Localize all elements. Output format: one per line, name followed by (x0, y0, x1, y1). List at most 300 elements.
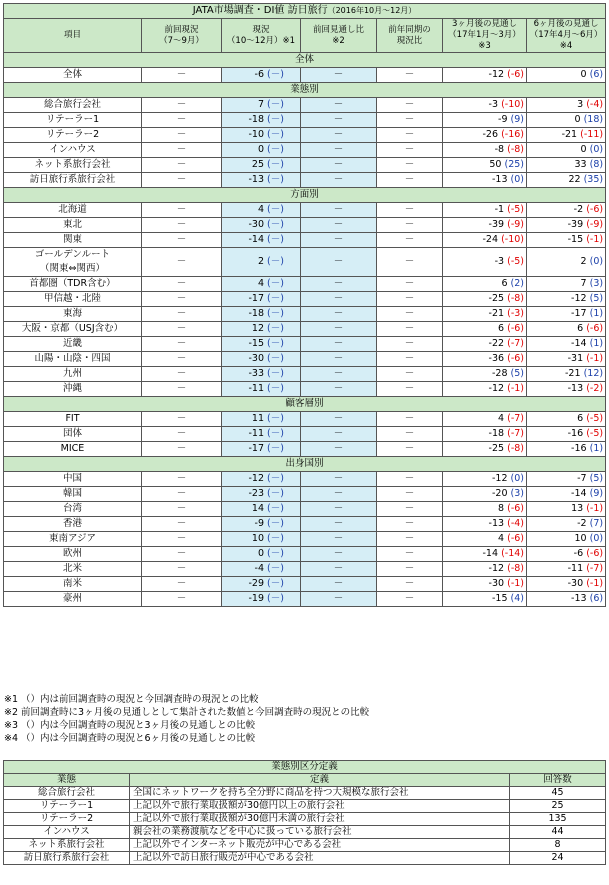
forecast-6m-value: -13 (567, 383, 584, 394)
yoy-cell: － (377, 113, 443, 128)
row-label: 訪日旅行系旅行会社 (4, 173, 142, 188)
forecast-6m-value: -30 (567, 578, 584, 589)
current-change: (－) (267, 99, 284, 110)
current-change: (－) (267, 368, 284, 379)
prev-actual-cell: － (142, 233, 222, 248)
table-row (4, 577, 606, 592)
section-name: 出身国別 (4, 457, 606, 472)
forecast-3m-change: (-7) (507, 413, 524, 424)
row-label: リテーラー2 (4, 128, 142, 143)
current-cell (222, 68, 301, 83)
current-change: (－) (267, 503, 284, 514)
vs-prev-forecast-cell: － (301, 128, 377, 143)
table-row (4, 292, 606, 307)
section-row (4, 83, 606, 98)
current-cell (222, 292, 301, 307)
prev-actual-cell: － (142, 562, 222, 577)
forecast-3m-cell (443, 307, 527, 322)
prev-actual-cell: － (142, 382, 222, 397)
current-value: 2 (257, 256, 264, 267)
current-value: 0 (257, 548, 264, 559)
prev-actual-cell: － (142, 517, 222, 532)
forecast-6m-value: 0 (580, 69, 587, 80)
definition-type: ネット系旅行会社 (4, 839, 130, 852)
forecast-3m-value: -8 (494, 144, 505, 155)
prev-actual-cell: － (142, 442, 222, 457)
definition-type: リテーラー2 (4, 813, 130, 826)
forecast-3m-change: (-6) (507, 533, 524, 544)
vs-prev-forecast-cell: － (301, 307, 377, 322)
forecast-3m-change: (9) (510, 114, 524, 125)
prev-actual-cell: － (142, 292, 222, 307)
forecast-3m-change: (-6) (507, 353, 524, 364)
forecast-3m-value: -39 (488, 219, 505, 230)
table-row (4, 307, 606, 322)
row-label: 団体 (4, 427, 142, 442)
prev-actual-cell: － (142, 577, 222, 592)
current-value: -15 (248, 338, 264, 349)
yoy-cell: － (377, 248, 443, 277)
table-title (4, 4, 606, 19)
forecast-6m-change: (5) (589, 473, 604, 484)
current-cell (222, 277, 301, 292)
vs-prev-forecast-cell: － (301, 367, 377, 382)
forecast-6m-change: (-1) (586, 503, 604, 514)
forecast-6m-cell (527, 382, 606, 397)
section-row (4, 397, 606, 412)
forecast-6m-value: 13 (571, 503, 584, 514)
current-value: 11 (251, 413, 264, 424)
table-row (4, 532, 606, 547)
current-cell (222, 173, 301, 188)
forecast-6m-value: -6 (573, 548, 584, 559)
di-survey-table (3, 3, 606, 607)
yoy-cell: － (377, 337, 443, 352)
forecast-3m-change: (0) (510, 473, 524, 484)
row-label: 中国 (4, 472, 142, 487)
current-value: -17 (248, 293, 264, 304)
vs-prev-forecast-cell: － (301, 218, 377, 233)
vs-prev-forecast-cell: － (301, 412, 377, 427)
forecast-3m-value: -13 (491, 174, 508, 185)
table-row (4, 442, 606, 457)
definition-header-def: 定義 (130, 774, 510, 787)
vs-prev-forecast-cell: － (301, 68, 377, 83)
definition-row (4, 787, 606, 800)
row-label: 香港 (4, 517, 142, 532)
forecast-6m-cell (527, 292, 606, 307)
forecast-3m-change: (3) (510, 488, 524, 499)
forecast-6m-cell (527, 218, 606, 233)
forecast-3m-cell (443, 592, 527, 607)
title-period: （2016年10月～12月） (327, 6, 417, 15)
current-value: -29 (248, 578, 264, 589)
row-label: リテーラー1 (4, 113, 142, 128)
prev-actual-cell: － (142, 502, 222, 517)
vs-prev-forecast-cell: － (301, 113, 377, 128)
definition-text: 上記以外でインターネット販売が中心である会社 (130, 839, 510, 852)
forecast-3m-value: 6 (501, 278, 508, 289)
prev-actual-cell: － (142, 412, 222, 427)
definition-count: 8 (510, 839, 606, 852)
forecast-6m-value: -11 (567, 563, 584, 574)
table-row (4, 68, 606, 83)
current-cell (222, 562, 301, 577)
forecast-3m-change: (-1) (507, 578, 524, 589)
forecast-3m-change: (-10) (501, 99, 524, 110)
table-row (4, 472, 606, 487)
prev-actual-cell: － (142, 427, 222, 442)
current-cell (222, 547, 301, 562)
forecast-3m-change: (-4) (507, 518, 524, 529)
vs-prev-forecast-cell: － (301, 577, 377, 592)
forecast-3m-cell (443, 68, 527, 83)
section-name: 全体 (4, 53, 606, 68)
row-label: 甲信越・北陸 (4, 292, 142, 307)
prev-actual-cell: － (142, 592, 222, 607)
forecast-6m-cell (527, 487, 606, 502)
forecast-6m-cell (527, 427, 606, 442)
definition-count: 24 (510, 852, 606, 865)
table-row (4, 367, 606, 382)
header-current: 現況 （10～12月）※1 (222, 19, 301, 53)
yoy-cell: － (377, 427, 443, 442)
vs-prev-forecast-cell: － (301, 562, 377, 577)
definition-text: 上記以外で旅行業取扱額が30億円未満の旅行会社 (130, 813, 510, 826)
forecast-3m-value: -36 (488, 353, 505, 364)
current-value: -30 (248, 353, 264, 364)
current-change: (－) (267, 593, 284, 604)
current-change: (－) (267, 204, 284, 215)
forecast-3m-value: -9 (498, 114, 508, 125)
definition-text: 上記以外で訪日旅行販売が中心である会社 (130, 852, 510, 865)
yoy-cell: － (377, 532, 443, 547)
forecast-6m-cell (527, 128, 606, 143)
forecast-6m-value: -39 (567, 219, 584, 230)
current-change: (－) (267, 69, 284, 80)
forecast-3m-value: -14 (482, 548, 499, 559)
current-cell (222, 128, 301, 143)
forecast-3m-cell (443, 233, 527, 248)
row-label: 大阪・京都（USJ含む） (4, 322, 142, 337)
definition-count: 25 (510, 800, 606, 813)
current-cell (222, 472, 301, 487)
current-change: (－) (267, 278, 284, 289)
yoy-cell: － (377, 143, 443, 158)
forecast-3m-cell (443, 113, 527, 128)
yoy-cell: － (377, 412, 443, 427)
vs-prev-forecast-cell: － (301, 592, 377, 607)
current-value: 7 (257, 99, 264, 110)
definition-count: 44 (510, 826, 606, 839)
table-row (4, 158, 606, 173)
forecast-6m-cell (527, 233, 606, 248)
current-cell (222, 382, 301, 397)
forecast-6m-cell (527, 337, 606, 352)
forecast-3m-change: (-14) (501, 548, 524, 559)
table-row (4, 203, 606, 218)
row-label: FIT (4, 412, 142, 427)
current-value: -11 (248, 428, 264, 439)
vs-prev-forecast-cell: － (301, 487, 377, 502)
header-prev-actual: 前回現況 （7～9月） (142, 19, 222, 53)
vs-prev-forecast-cell: － (301, 352, 377, 367)
forecast-6m-change: (12) (583, 368, 604, 379)
forecast-3m-cell (443, 547, 527, 562)
header-item: 項目 (4, 19, 142, 53)
forecast-6m-value: 22 (568, 174, 581, 185)
yoy-cell: － (377, 158, 443, 173)
forecast-6m-change: (8) (589, 159, 604, 170)
forecast-3m-cell (443, 322, 527, 337)
prev-actual-cell: － (142, 98, 222, 113)
forecast-3m-value: -25 (488, 293, 505, 304)
current-cell (222, 502, 301, 517)
current-change: (－) (267, 563, 284, 574)
current-change: (－) (267, 413, 284, 424)
prev-actual-cell: － (142, 277, 222, 292)
vs-prev-forecast-cell: － (301, 532, 377, 547)
table-row (4, 218, 606, 233)
prev-actual-cell: － (142, 158, 222, 173)
forecast-6m-cell (527, 532, 606, 547)
forecast-6m-cell (527, 472, 606, 487)
forecast-3m-change: (-16) (501, 129, 524, 140)
table-row (4, 592, 606, 607)
forecast-3m-value: -21 (488, 308, 505, 319)
current-change: (－) (267, 338, 284, 349)
current-change: (－) (267, 518, 284, 529)
row-label: 総合旅行会社 (4, 98, 142, 113)
forecast-6m-value: -17 (571, 308, 587, 319)
forecast-6m-value: -12 (571, 293, 587, 304)
current-cell (222, 367, 301, 382)
current-change: (－) (267, 256, 284, 267)
current-value: -19 (248, 593, 264, 604)
vs-prev-forecast-cell: － (301, 547, 377, 562)
footnote-3: ※3 （）内は今回調査時の現況と3ヶ月後の見通しとの比較 (4, 720, 256, 731)
yoy-cell: － (377, 173, 443, 188)
table-row (4, 173, 606, 188)
current-change: (－) (267, 578, 284, 589)
header-vs-prev-forecast: 前回見通し比 ※2 (301, 19, 377, 53)
vs-prev-forecast-cell: － (301, 277, 377, 292)
current-value: -10 (248, 129, 264, 140)
forecast-6m-change: (-7) (586, 563, 604, 574)
prev-actual-cell: － (142, 218, 222, 233)
forecast-3m-cell (443, 427, 527, 442)
forecast-3m-change: (-7) (507, 428, 524, 439)
vs-prev-forecast-cell: － (301, 427, 377, 442)
current-change: (－) (267, 159, 284, 170)
yoy-cell: － (377, 128, 443, 143)
current-value: -13 (248, 174, 264, 185)
yoy-cell: － (377, 442, 443, 457)
yoy-cell: － (377, 367, 443, 382)
forecast-3m-change: (-6) (507, 69, 524, 80)
forecast-6m-cell (527, 203, 606, 218)
current-change: (－) (267, 383, 284, 394)
forecast-6m-change: (1) (589, 338, 604, 349)
forecast-6m-change: (5) (589, 293, 604, 304)
current-value: 25 (251, 159, 264, 170)
forecast-6m-change: (-6) (586, 323, 604, 334)
definition-type: 訪日旅行系旅行会社 (4, 852, 130, 865)
row-label: 韓国 (4, 487, 142, 502)
forecast-3m-cell (443, 562, 527, 577)
current-value: -17 (248, 443, 264, 454)
forecast-6m-value: -2 (573, 204, 584, 215)
forecast-6m-change: (-11) (580, 129, 604, 140)
current-cell (222, 322, 301, 337)
forecast-6m-cell (527, 143, 606, 158)
table-row (4, 562, 606, 577)
forecast-3m-cell (443, 203, 527, 218)
forecast-6m-value: -15 (567, 234, 584, 245)
forecast-6m-cell (527, 592, 606, 607)
definition-row (4, 813, 606, 826)
prev-actual-cell: － (142, 337, 222, 352)
section-name: 業態別 (4, 83, 606, 98)
current-cell (222, 98, 301, 113)
forecast-3m-change: (-8) (507, 293, 524, 304)
vs-prev-forecast-cell: － (301, 322, 377, 337)
vs-prev-forecast-cell: － (301, 173, 377, 188)
row-label: 東北 (4, 218, 142, 233)
forecast-3m-cell (443, 532, 527, 547)
prev-actual-cell: － (142, 113, 222, 128)
vs-prev-forecast-cell: － (301, 337, 377, 352)
forecast-6m-change: (6) (589, 593, 604, 604)
vs-prev-forecast-cell: － (301, 502, 377, 517)
current-cell (222, 143, 301, 158)
current-change: (－) (267, 488, 284, 499)
row-label: 関東 (4, 233, 142, 248)
forecast-6m-change: (-2) (586, 383, 604, 394)
yoy-cell: － (377, 233, 443, 248)
yoy-cell: － (377, 352, 443, 367)
forecast-3m-change: (0) (510, 174, 524, 185)
forecast-6m-change: (35) (583, 174, 604, 185)
forecast-3m-value: 6 (498, 323, 505, 334)
yoy-cell: － (377, 68, 443, 83)
forecast-6m-change: (-5) (586, 413, 604, 424)
forecast-6m-change: (-1) (586, 578, 604, 589)
forecast-3m-cell (443, 277, 527, 292)
yoy-cell: － (377, 307, 443, 322)
forecast-3m-change: (-8) (507, 443, 524, 454)
forecast-3m-value: -30 (488, 578, 505, 589)
definition-title: 業態別区分定義 (4, 761, 606, 774)
forecast-3m-change: (2) (510, 278, 524, 289)
table-row (4, 517, 606, 532)
forecast-3m-value: -25 (488, 443, 505, 454)
forecast-3m-cell (443, 337, 527, 352)
forecast-6m-value: 0 (574, 114, 581, 125)
current-value: -18 (248, 114, 264, 125)
vs-prev-forecast-cell: － (301, 143, 377, 158)
forecast-6m-change: (-6) (586, 204, 604, 215)
forecast-3m-cell (443, 158, 527, 173)
definition-count: 45 (510, 787, 606, 800)
header-forecast-6m: 6ヶ月後の見通し （17年4月～6月） ※4 (527, 19, 606, 53)
forecast-6m-value: -14 (571, 488, 587, 499)
current-value: -30 (248, 219, 264, 230)
footnotes (4, 693, 604, 745)
row-label: 全体 (4, 68, 142, 83)
table-row (4, 412, 606, 427)
forecast-3m-value: -12 (488, 563, 505, 574)
forecast-6m-change: (1) (589, 308, 604, 319)
definition-count: 135 (510, 813, 606, 826)
current-value: 10 (251, 533, 264, 544)
forecast-6m-change: (3) (589, 278, 604, 289)
forecast-3m-cell (443, 442, 527, 457)
table-row (4, 233, 606, 248)
footnote-1: ※1 （）内は前回調査時の現況と今回調査時の現況との比較 (4, 694, 259, 705)
forecast-6m-cell (527, 98, 606, 113)
current-cell (222, 113, 301, 128)
definition-type: インハウス (4, 826, 130, 839)
forecast-6m-cell (527, 173, 606, 188)
yoy-cell: － (377, 562, 443, 577)
forecast-6m-cell (527, 412, 606, 427)
table-row (4, 322, 606, 337)
forecast-3m-cell (443, 248, 527, 277)
row-label: 北海道 (4, 203, 142, 218)
definition-row (4, 839, 606, 852)
prev-actual-cell: － (142, 68, 222, 83)
forecast-6m-change: (1) (589, 443, 604, 454)
yoy-cell: － (377, 547, 443, 562)
vs-prev-forecast-cell: － (301, 292, 377, 307)
forecast-6m-value: -7 (577, 473, 587, 484)
forecast-6m-cell (527, 367, 606, 382)
footnote-2: ※2 前回調査時に3ヶ月後の見通しとして集計された数値と今回調査時の現況との比較 (4, 707, 370, 718)
current-value: 0 (257, 144, 264, 155)
definition-type: 総合旅行会社 (4, 787, 130, 800)
forecast-6m-change: (7) (589, 518, 604, 529)
forecast-3m-cell (443, 472, 527, 487)
forecast-3m-cell (443, 128, 527, 143)
section-row (4, 188, 606, 203)
forecast-3m-value: -12 (488, 383, 505, 394)
forecast-3m-cell (443, 412, 527, 427)
header-yoy: 前年同期の 現況比 (377, 19, 443, 53)
forecast-6m-value: -13 (571, 593, 587, 604)
current-cell (222, 532, 301, 547)
prev-actual-cell: － (142, 322, 222, 337)
current-cell (222, 218, 301, 233)
current-value: -11 (248, 383, 264, 394)
current-change: (－) (267, 114, 284, 125)
prev-actual-cell: － (142, 203, 222, 218)
forecast-3m-value: 4 (498, 413, 505, 424)
forecast-3m-cell (443, 292, 527, 307)
forecast-3m-change: (-10) (501, 234, 524, 245)
forecast-3m-change: (-6) (507, 323, 524, 334)
current-cell (222, 352, 301, 367)
definition-text: 親会社の業務渡航などを中心に扱っている旅行会社 (130, 826, 510, 839)
table-row (4, 382, 606, 397)
definition-text: 全国にネットワークを持ち全分野に商品を持つ大規模な旅行会社 (130, 787, 510, 800)
row-label: 九州 (4, 367, 142, 382)
forecast-6m-change: (-4) (586, 99, 604, 110)
forecast-6m-change: (-9) (586, 219, 604, 230)
current-change: (－) (267, 219, 284, 230)
yoy-cell: － (377, 277, 443, 292)
forecast-3m-cell (443, 502, 527, 517)
